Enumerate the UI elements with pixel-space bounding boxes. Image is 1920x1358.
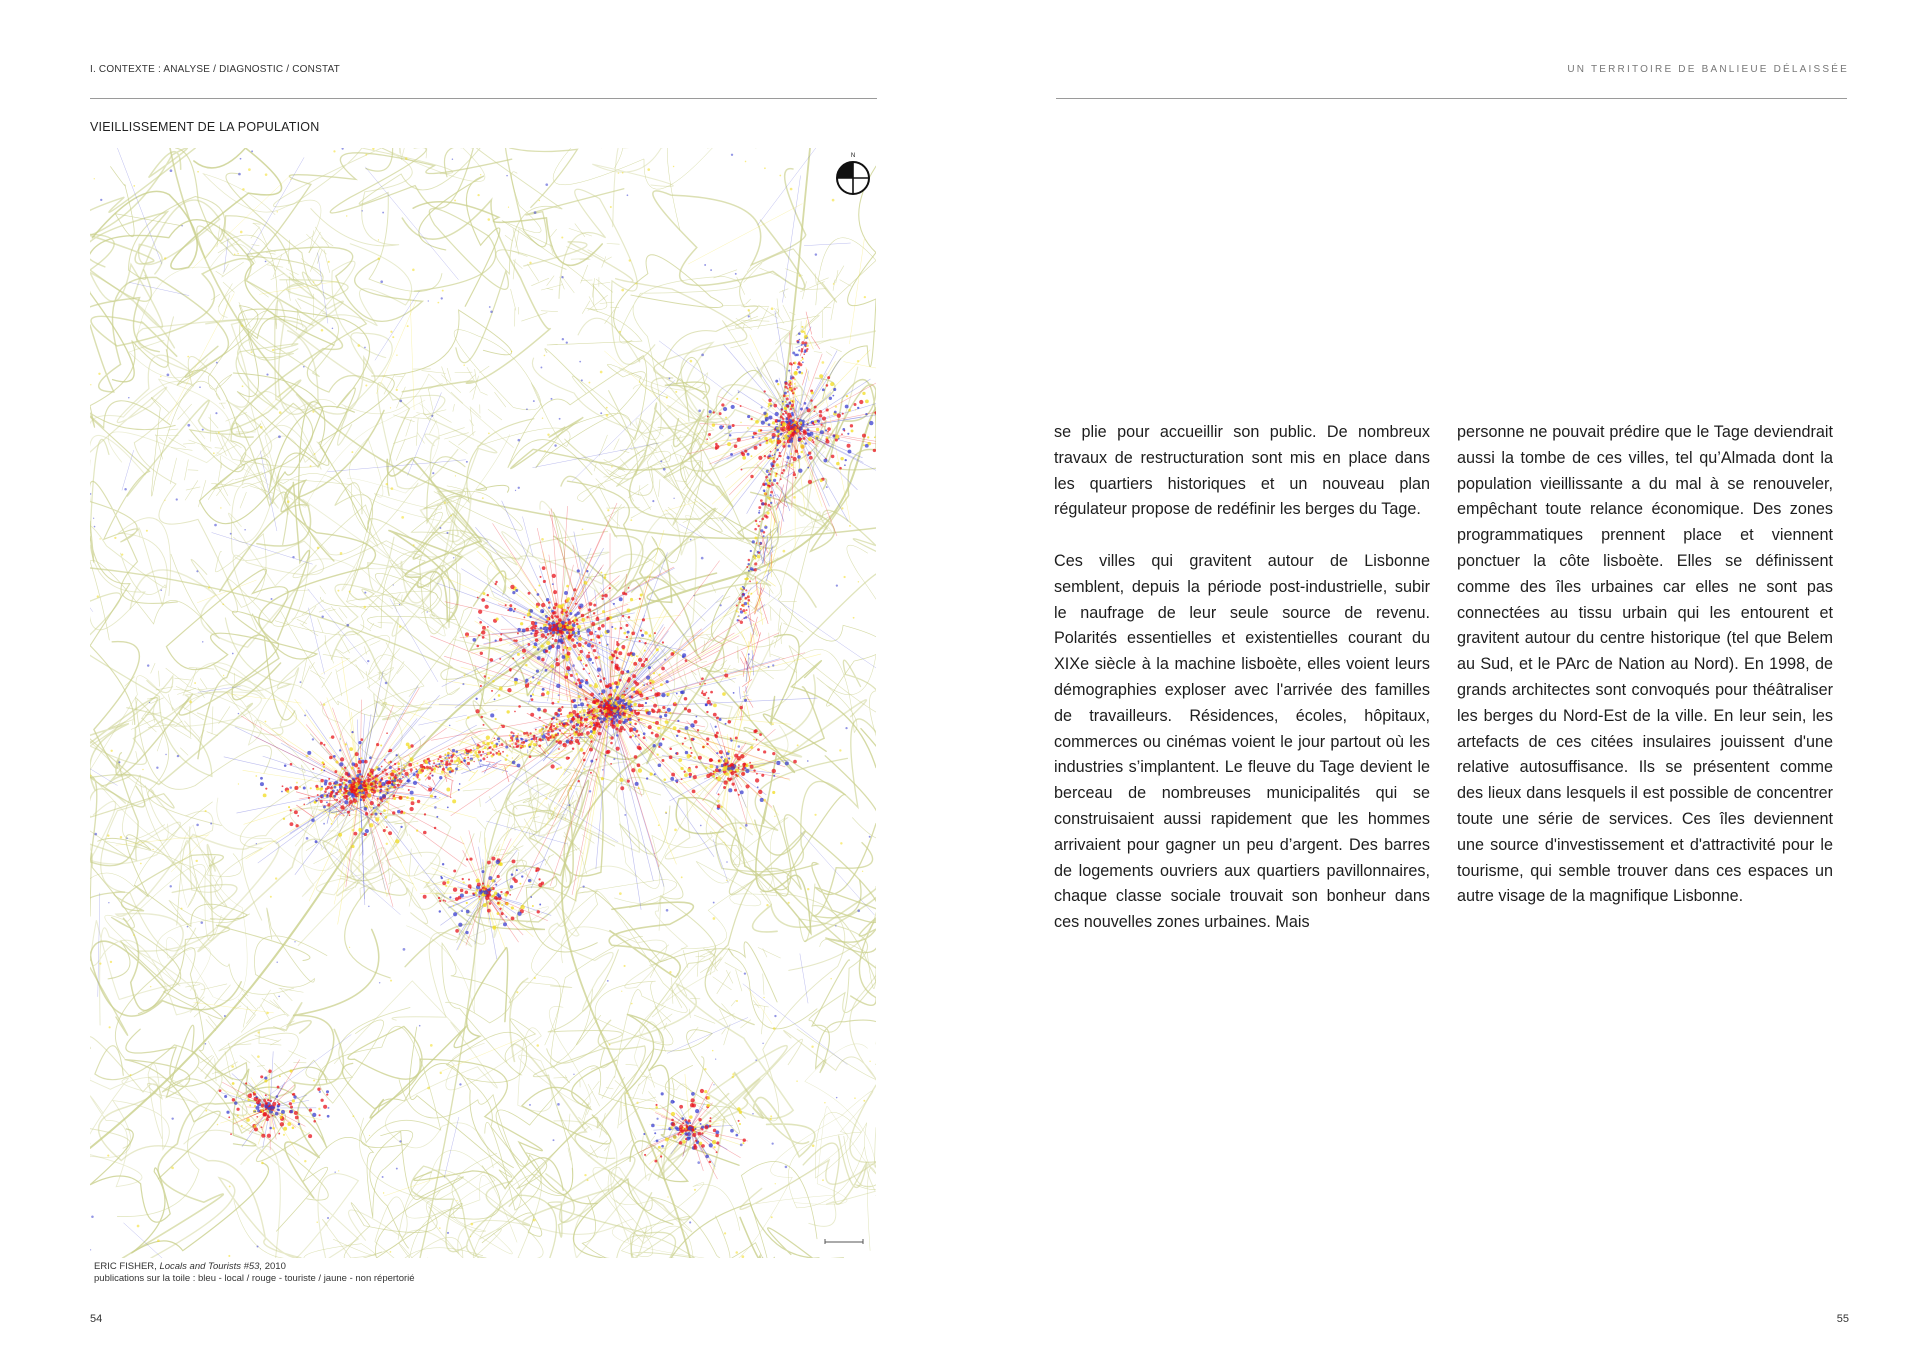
map-figure (90, 148, 876, 1258)
page-number-right: 55 (1836, 1313, 1849, 1325)
running-head-left: I. CONTEXTE : ANALYSE / DIAGNOSTIC / CONSTAT (90, 64, 340, 75)
compass-north-label: N (850, 153, 856, 159)
page-number-left: 54 (90, 1313, 103, 1325)
section-title: VIEILLISSEMENT DE LA POPULATION (90, 120, 320, 134)
text-column-2 (1457, 420, 1833, 936)
caption-year: 2010 (262, 1261, 286, 1272)
paragraph: se plie pour accueillir son public. De nombreux travaux de restructuration sont mis en place dans les quartiers historiques et un nouveau plan régulateur propose de redéfinir les berges du Tage. (1054, 423, 1430, 519)
lisbon-geotag-map (90, 148, 876, 1258)
caption-author: ERIC FISHER, (94, 1261, 157, 1272)
caption-legend: publications sur la toile : bleu - local / rouge - touriste / jaune - non répertorié (94, 1273, 415, 1284)
caption-credit (94, 1261, 415, 1273)
text-column-1 (1054, 420, 1430, 962)
paragraph: personne ne pouvait prédire que le Tage deviendrait aussi la tombe de ces villes, tel qu’Almada dont la population vieillissante a du mal à se renouveler, empêchant toute relance économique. Des zones programmatiques prennent place et viennent ponctuer la côte lisboète. Elles se définissent comme des îles urbaines car elles ne sont pas connectées au tissu urbain qui les entourent et gravitent autour du centre historique (tel que Belem au Sud, et le PArc de Nation au Nord). En 1998, de grands architectes sont convoqués pour théâtraliser les berges du Nord-Est de la ville. En leur sein, les artefacts de ces citées insulaires jouissent d'une relative autosuffisance. Ils se présentent comme des lieux dans lesquels il est possible de concentrer toute une série de services. Ces îles deviennent une source d'investissement et d'attractivité pour le tourisme, qui semble trouver dans ces espaces un autre visage de la magnifique Lisbonne. (1457, 423, 1833, 906)
paragraph: Ces villes qui gravitent autour de Lisbonne semblent, depuis la période post-industrielle, subir le naufrage de leur seule source de revenu. Polarités essentielles et existentielles courant du XIXe siècle à la machine lisboète, elles voient leurs démographies exploser avec l'arrivée des familles de travailleurs. Résidences, écoles, hôpitaux, commerces ou cinémas voient le jour partout où les industries s’implantent. Le fleuve du Tage devient le berceau de nombreuses municipalités qui se construisaient aussi rapidement que les hommes arrivaient pour gagner un peu d’argent. Des barres de logements ouvriers aux quartiers pavillonnaires, chaque classe sociale trouvait son bonheur dans ces nouvelles zones urbaines. Mais (1054, 551, 1430, 932)
header-rule-left (90, 98, 877, 99)
running-head-right: UN TERRITOIRE DE BANLIEUE DÉLAISSÉE (1567, 64, 1849, 75)
right-page (960, 0, 1920, 1358)
caption-work: Locals and Tourists #53, (159, 1261, 263, 1272)
header-rule-right (1056, 98, 1847, 99)
figure-caption (94, 1261, 415, 1285)
